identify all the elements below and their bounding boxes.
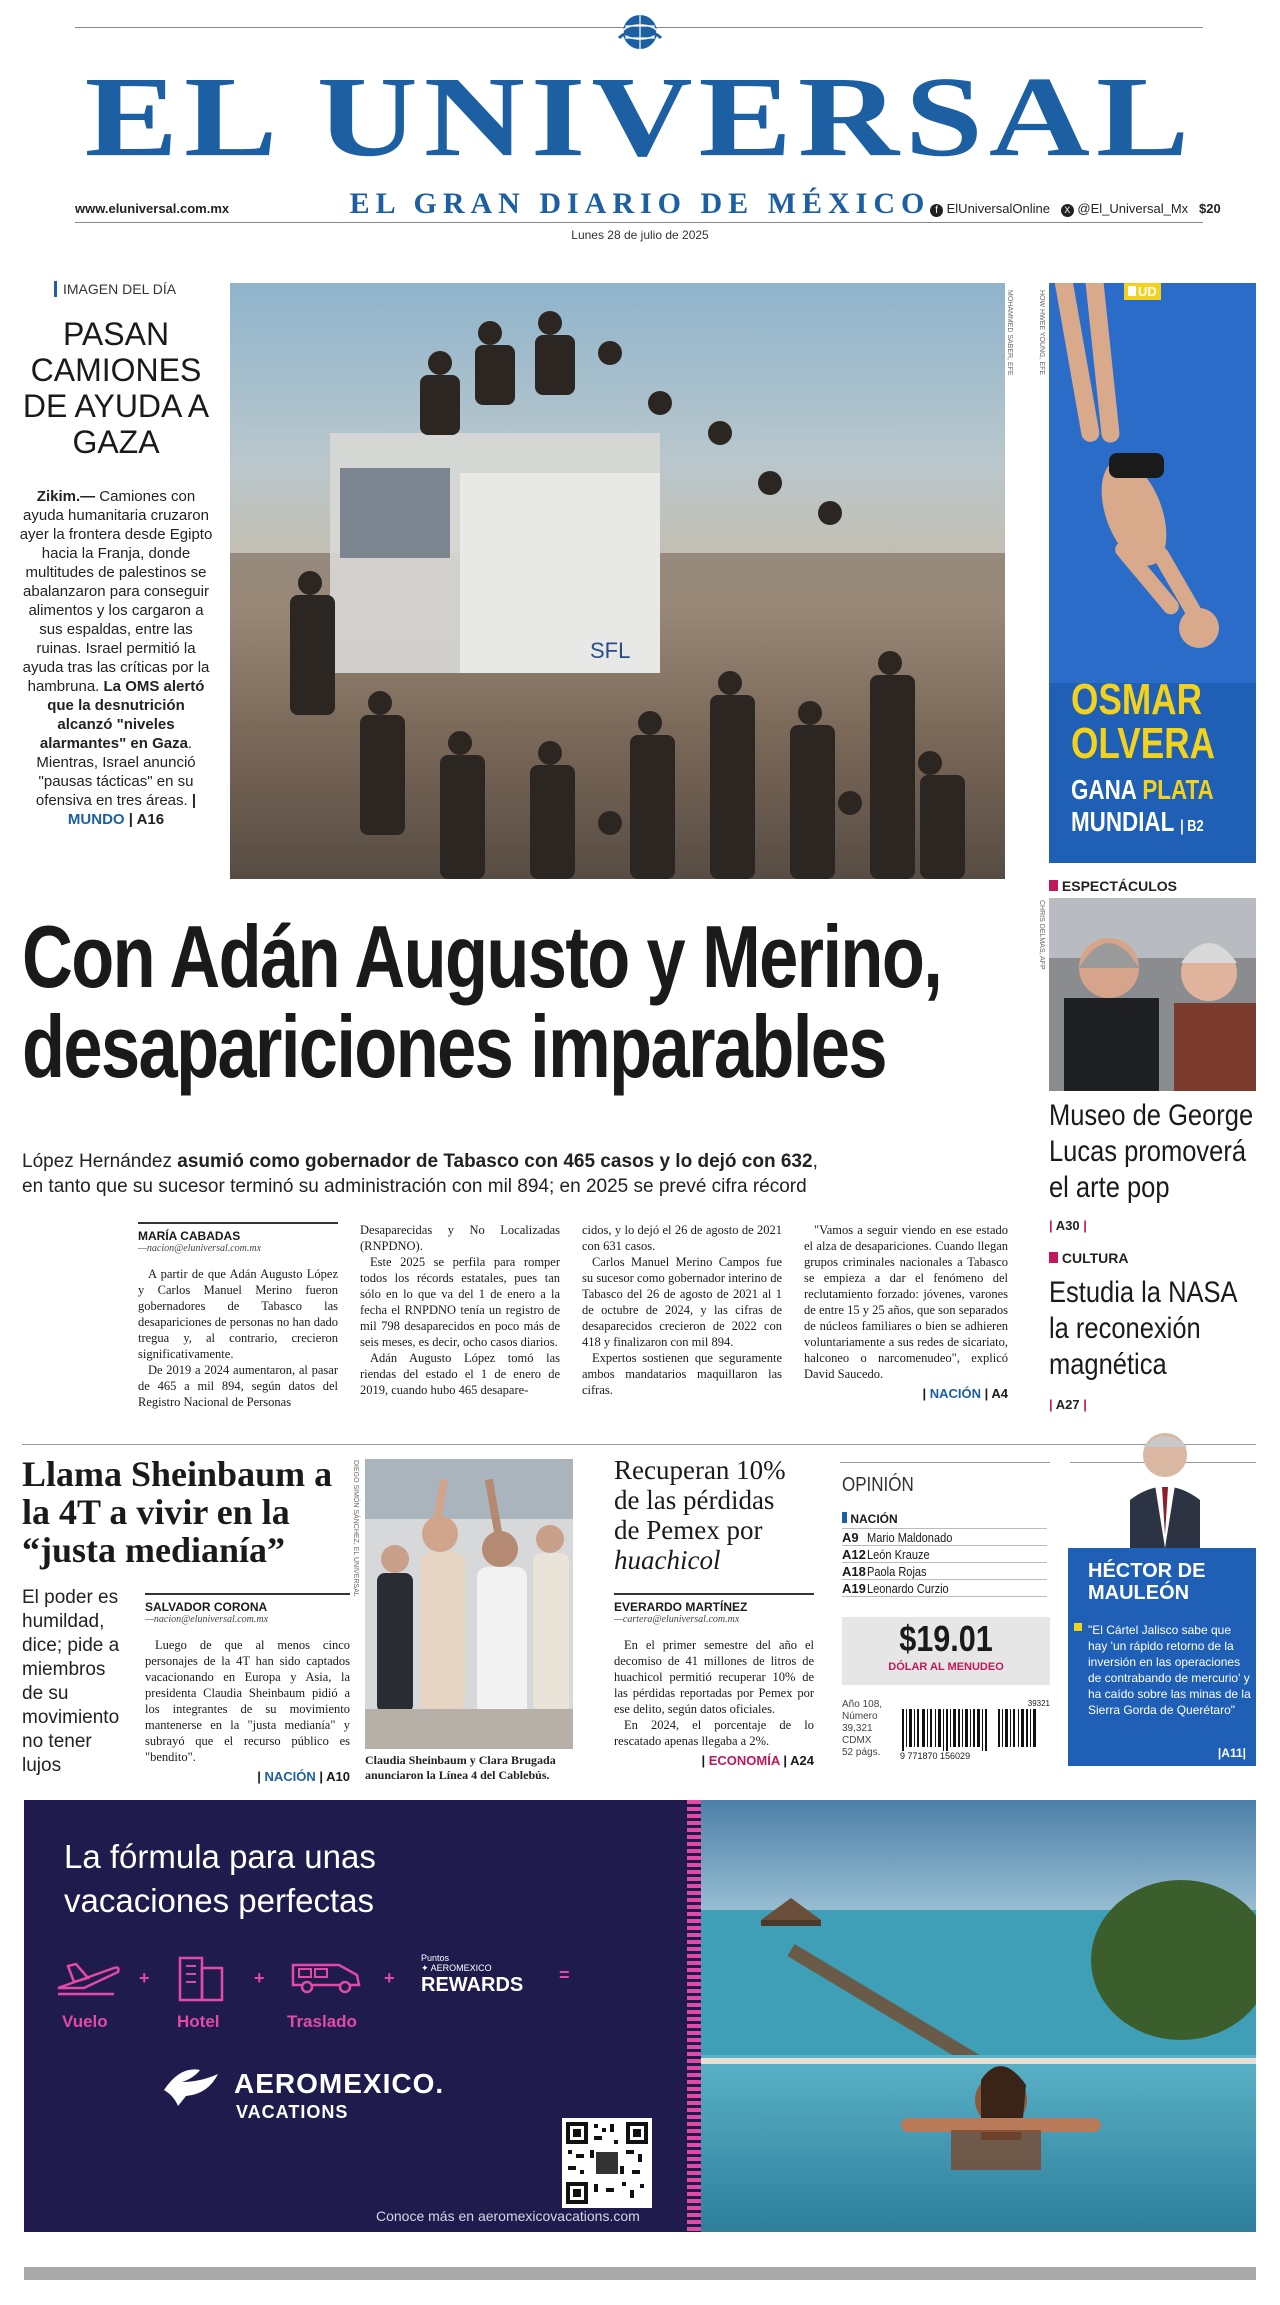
cultura-page: | A27 | — [1049, 1397, 1087, 1412]
main-page: A4 — [991, 1386, 1008, 1401]
pemex-section[interactable]: ECONOMÍA — [708, 1753, 780, 1768]
deck-text-2: , — [812, 1151, 818, 1172]
equals-icon: = — [559, 1965, 570, 1985]
opinion-row[interactable] — [842, 1580, 1047, 1597]
van-icon — [289, 1955, 364, 2000]
ad-rewards-text: REWARDS — [421, 1974, 524, 1996]
sports-subtitle: GANA PLATA MUNDIAL | B2 — [1071, 774, 1214, 837]
ad-traslado: Traslado — [287, 2012, 357, 2031]
sports-name-2: OLVERA — [1071, 719, 1216, 768]
sports-sub-2: PLATA — [1142, 774, 1214, 805]
blue-bar-icon — [842, 1512, 847, 1523]
image-of-day-label — [54, 281, 176, 297]
sheinbaum-headline[interactable]: Llama Sheinbaum a la 4T a vivir en la “justa medianía” — [22, 1454, 333, 1570]
sports-panel[interactable] — [1049, 283, 1256, 863]
cultura-page-text: A27 — [1055, 1397, 1080, 1412]
columnist-box[interactable] — [1068, 1548, 1256, 1766]
cultura-headline[interactable]: Estudia la NASA la reconexión magnética — [1049, 1276, 1237, 1381]
ad-vuelo: Vuelo — [62, 2012, 108, 2031]
price: $20 — [1199, 201, 1221, 216]
sheinbaum-photo[interactable] — [365, 1459, 573, 1749]
opinion-page: A18 — [842, 1564, 866, 1579]
pemex-headline[interactable] — [614, 1455, 814, 1575]
opinion-title: OPINIÓN — [842, 1474, 914, 1496]
ad-puntos: Puntos — [421, 1953, 450, 1963]
dollar-label: DÓLAR AL MENUDEO — [888, 1661, 1004, 1673]
dollar-box — [842, 1617, 1050, 1685]
bottom-bar — [24, 2267, 1256, 2280]
quote-icon — [1074, 1623, 1082, 1631]
ad-headline-2: vacaciones perfectas — [64, 1882, 375, 1919]
plus-icon: + — [254, 1968, 265, 1988]
issue-pages: 52 págs. — [842, 1747, 881, 1758]
main-headline-line-1[interactable]: Con Adán Augusto y Merino, — [22, 907, 942, 1006]
espectaculos-page-text: A30 — [1055, 1218, 1080, 1233]
barcode — [900, 1699, 1050, 1764]
pemex-headline-3[interactable]: de Pemex por — [614, 1515, 763, 1545]
issue-number-label: Número — [842, 1711, 878, 1722]
main-headline[interactable] — [22, 907, 942, 1096]
dateline: Zikim.— — [36, 488, 96, 505]
sheinbaum-email: —nacion@eluniversal.com.mx — [145, 1614, 269, 1625]
espectaculos-label-text: ESPECTÁCULOS — [1061, 878, 1178, 894]
pemex-section-link[interactable]: | ECONOMÍA | A24 — [701, 1753, 814, 1768]
sheinbaum-section-link[interactable]: | NACIÓN | A10 — [257, 1769, 350, 1784]
pink-box-icon — [1049, 1252, 1058, 1263]
page-ref: A16 — [136, 811, 165, 828]
sheinbaum-photo-credit: DIEGO SIMÓN SÁNCHEZ, EL UNIVERSAL — [352, 1460, 359, 1597]
opinion-top-rule — [840, 1462, 1050, 1463]
ad-aeromexico-small: AEROMEXICO — [430, 1963, 492, 1973]
ad-rewards — [421, 1953, 523, 1996]
mini-logo-icon: ✦ — [421, 1963, 429, 1973]
ad-url[interactable]: Conoce más en aeromexicovacations.com — [376, 2208, 640, 2224]
hotel-icon — [174, 1948, 229, 2008]
main-col-1 — [138, 1222, 338, 1410]
main-col-2-text-c: Adán Augusto López tomó las riendas del estado el 1 de enero de 2019, cuando hubo 465 desapare- — [360, 1351, 560, 1397]
main-col-2-text: Desaparecidas y No Localizadas (RNPDNO). — [360, 1223, 560, 1253]
gaza-photo-credit: MOHAMMED SABER, EFE — [1006, 290, 1013, 376]
gaza-photo[interactable] — [230, 283, 1005, 879]
main-col-3-text-b: Carlos Manuel Merino Campos fue su sucesor como gobernador interino de Tabasco del 26 de agosto de 2021 al 1 de octubre de 2024, y las cifras de desaparecidos crecieron de 2022 con 418 y finalizaron con mil 894. — [582, 1255, 782, 1349]
opinion-list — [842, 1512, 1047, 1597]
espectaculos-label — [1049, 878, 1177, 894]
pink-box-icon — [1049, 880, 1058, 891]
pemex-page: A24 — [790, 1753, 814, 1768]
main-headline-line-2[interactable]: desapariciones imparables — [22, 997, 886, 1096]
columnist-photo — [1120, 1425, 1250, 1548]
espectaculos-page: | A30 | — [1049, 1218, 1087, 1233]
issue-year: Año 108, — [842, 1699, 883, 1710]
pemex-body-2: En 2024, el porcentaje de lo rescatado apenas llegaba a 2%. — [614, 1718, 814, 1748]
columnist-quote: "El Cártel Jalisco sabe que hay 'un rápido retorno de la inversión en las operaciones de contrabando de mercurio' y ha caído sobre las minas de la Sierra Gorda de Querétaro" — [1088, 1623, 1251, 1717]
main-col-1-text-b: De 2019 a 2024 aumentaron, al pasar de 465 a mil 894, según datos del Registro Nacional de Personas — [138, 1363, 338, 1409]
pemex-byline: EVERARDO MARTÍNEZ — [614, 1600, 748, 1614]
main-col-3 — [582, 1222, 782, 1398]
main-col-2-text-b: Este 2025 se perfila para romper todos los récords estatales, pues tan sólo en lo que va del 1 de enero a la fecha el RNPDNO tenía un registro de mil 798 desaparecidos en poco más de seis meses, es decir, ocho casos diarios. — [360, 1255, 560, 1349]
aeromexico-logo-icon — [160, 2060, 222, 2115]
main-col-3-text-c: Expertos sostienen que seguramente ambos mandatarios maquillaron las cifras. — [582, 1351, 782, 1397]
body-bold: La OMS alertó que la desnutrición alcanzó "niveles alarmantes" en Gaza — [39, 678, 205, 752]
twitter-icon[interactable]: X — [1061, 204, 1074, 217]
opinion-author[interactable]: Mario Maldonado — [867, 1530, 953, 1545]
sports-name-1: OSMAR — [1071, 675, 1203, 724]
diver-photo-credit: HOW HWEE YOUNG, EFE — [1038, 290, 1045, 376]
main-byline: MARÍA CABADAS — [138, 1229, 241, 1243]
opinion-author[interactable]: León Krauze — [867, 1547, 930, 1562]
main-col-2 — [360, 1222, 560, 1398]
opinion-author[interactable]: Leonardo Curzio — [867, 1581, 949, 1596]
ad-pink-strip — [687, 1800, 701, 2232]
pemex-headline-2[interactable]: de las pérdidas — [614, 1485, 775, 1515]
aeromexico-ad[interactable] — [24, 1800, 1256, 2232]
main-col-3-text: cidos, y lo dejó el 26 de agosto de 2021 con 631 casos. — [582, 1223, 782, 1253]
issue-number: 39,321 — [842, 1723, 873, 1734]
espectaculos-headline[interactable]: Museo de George Lucas promoverá el arte pop — [1049, 1099, 1254, 1204]
ad-brand-sub: VACATIONS — [236, 2102, 349, 2122]
sheinbaum-caption: Claudia Sheinbaum y Clara Brugada anunciaron la Línea 4 del Cablebús. — [365, 1753, 556, 1782]
tag-box-icon — [1128, 286, 1136, 296]
sheinbaum-summary: El poder es humildad, dice; pide a miembros de su movimiento no tener lujos — [22, 1587, 120, 1776]
barcode-number: 9 771870 156029 — [900, 1751, 971, 1761]
image-of-day-headline[interactable]: PASAN CAMIONES DE AYUDA A GAZA — [22, 316, 210, 460]
ad-hotel: Hotel — [177, 2012, 220, 2031]
sports-tag — [1124, 283, 1161, 300]
svg-text:SFL: SFL — [590, 638, 631, 663]
ad-beach-photo — [701, 1800, 1256, 2232]
masthead-title[interactable]: EL UNIVERSAL — [84, 53, 1196, 181]
main-col-4 — [804, 1222, 1008, 1401]
pemex-headline-1[interactable]: Recuperan 10% — [614, 1455, 786, 1485]
opinion-row[interactable] — [842, 1563, 1047, 1580]
date-rule — [75, 222, 1203, 223]
main-col-1-text: A partir de que Adán Augusto López y Carlos Manuel Merino fueron gobernadores de Tabasco las desapariciones de personas no han dado tregua y, al contrario, crecieron significativamente. — [138, 1267, 338, 1361]
social-links — [930, 201, 1221, 217]
section-link[interactable]: | MUNDO | A16 — [67, 792, 197, 828]
cultura-label-text: CULTURA — [1061, 1250, 1129, 1266]
opinion-page: A12 — [842, 1547, 866, 1562]
image-of-day-label-text: IMAGEN DEL DÍA — [63, 281, 177, 297]
barcode-icon — [900, 1709, 1050, 1754]
facebook-handle[interactable]: ElUniversalOnline — [946, 201, 1050, 216]
sports-sub-1: GANA — [1071, 774, 1137, 805]
opinion-row[interactable] — [842, 1529, 1047, 1546]
pemex-body: En el primer semestre del año el decomiso de 41 millones de litros de huachicol permitió recuperar 10% de las pérdidas reportadas por Pemex por ese delito, según datos oficiales. — [614, 1638, 814, 1716]
deck-bold: asumió como gobernador de Tabasco con 465 casos y lo dejó con 632 — [177, 1151, 813, 1172]
opinion-page: A9 — [842, 1530, 859, 1545]
plane-icon — [54, 1958, 122, 2003]
lucas-photo-credit: CHRIS DELMAS, AFP — [1038, 900, 1045, 970]
plus-icon: + — [139, 1968, 150, 1988]
columnist-name — [1088, 1560, 1205, 1604]
image-of-day-body — [18, 487, 214, 829]
qr-code-icon[interactable] — [562, 2118, 652, 2208]
sheinbaum-page: A10 — [326, 1769, 350, 1784]
pemex-email: —cartera@eluniversal.com.mx — [614, 1614, 740, 1625]
facebook-icon[interactable]: f — [930, 204, 943, 217]
section-name[interactable]: MUNDO — [67, 811, 125, 828]
opinion-page: A19 — [842, 1581, 866, 1596]
opinion-row[interactable] — [842, 1546, 1047, 1563]
main-section-link[interactable]: | NACIÓN | A4 — [922, 1386, 1008, 1401]
main-deck — [22, 1149, 1042, 1199]
cultura-label — [1049, 1250, 1129, 1266]
body-text-2: . Mientras, Israel anunció "pausas tácticas" en su ofensiva en tres áreas. — [35, 735, 196, 809]
issue-info — [842, 1699, 882, 1759]
sheinbaum-body: Luego de que al menos cinco personajes de la 4T han sido captados vacacionando en Europa y Asia, la presidenta Claudia Sheinbaum pidió a los integrantes de su movimiento mantenerse en la "justa medianía" y subrayó que el recurso público es "bendito". — [145, 1638, 350, 1764]
sports-page: B2 — [1187, 818, 1204, 835]
globe-logo-icon — [615, 8, 665, 58]
pemex-headline-4[interactable]: huachicol — [614, 1545, 721, 1575]
twitter-handle[interactable]: @El_Universal_Mx — [1077, 201, 1189, 216]
plus-icon: + — [384, 1968, 395, 1988]
deck-text-3: en tanto que su sucesor terminó su administración con mil 894; en 2025 se prevé cifra récord — [22, 1176, 807, 1197]
sheinbaum-byline: SALVADOR CORONA — [145, 1600, 268, 1614]
columnist-name-2: MAULEÓN — [1088, 1582, 1190, 1604]
tagline: EL GRAN DIARIO DE MÉXICO — [349, 187, 931, 220]
ad-brand[interactable]: AEROMEXICO. — [234, 2068, 445, 2099]
main-email: —nacion@eluniversal.com.mx — [138, 1243, 262, 1254]
opinion-section — [842, 1512, 1047, 1529]
lucas-photo[interactable] — [1049, 898, 1256, 1091]
date: Lunes 28 de julio de 2025 — [571, 228, 709, 242]
diver-photo — [1049, 283, 1256, 683]
sports-sub-3: MUNDIAL — [1071, 806, 1174, 837]
ad-headline-1: La fórmula para unas — [64, 1838, 376, 1875]
ad-rewards-brand — [421, 1963, 523, 1974]
opinion-author[interactable]: Paola Rojas — [867, 1564, 927, 1579]
columnist-page-text: A11 — [1221, 1746, 1243, 1760]
columnist-name-1: HÉCTOR DE — [1088, 1560, 1206, 1582]
dollar-value: $19.01 — [899, 1618, 993, 1659]
columnist-page: |A11| — [1217, 1746, 1246, 1760]
section-rule — [22, 1444, 1256, 1445]
barcode-top: 39321 — [1027, 1699, 1050, 1708]
opinion-section-text: NACIÓN — [850, 1512, 898, 1526]
sports-tag-text: UD — [1138, 284, 1157, 299]
body-text-1: Camiones con ayuda humanitaria cruzaron ayer la frontera desde Egipto hacia la Franja, donde multitudes de palestinos se abalanzaron para conseguir alimentos y los cargaron a sus espaldas, entre las ruinas. Israel permitió la ayuda tras las críticas por la hambruna. — [19, 488, 213, 695]
sheinbaum-section[interactable]: NACIÓN — [264, 1769, 316, 1784]
sports-name — [1071, 675, 1216, 768]
main-col-4-text: "Vamos a seguir viendo en ese estado el alza de desapariciones. Cuando llegan grupos criminales nacionales a Tabasco se empieza a dar el fenómeno del reclutamiento forzado: jóvenes, varones de entre 15 y 25 años, que son separados de núcleos familiares o bien se adhieren voluntariamente a sus redes de sicariato, halconeo o narcomenudeo", explicó David Saucedo. — [804, 1223, 1008, 1381]
main-section[interactable]: NACIÓN — [929, 1386, 981, 1401]
sheinbaum-story — [145, 1593, 350, 1784]
website[interactable]: www.eluniversal.com.mx — [75, 201, 230, 216]
ad-headline — [64, 1835, 376, 1923]
issue-city: CDMX — [842, 1735, 872, 1746]
deck-text-1: López Hernández — [22, 1151, 178, 1172]
pemex-story — [614, 1593, 814, 1768]
